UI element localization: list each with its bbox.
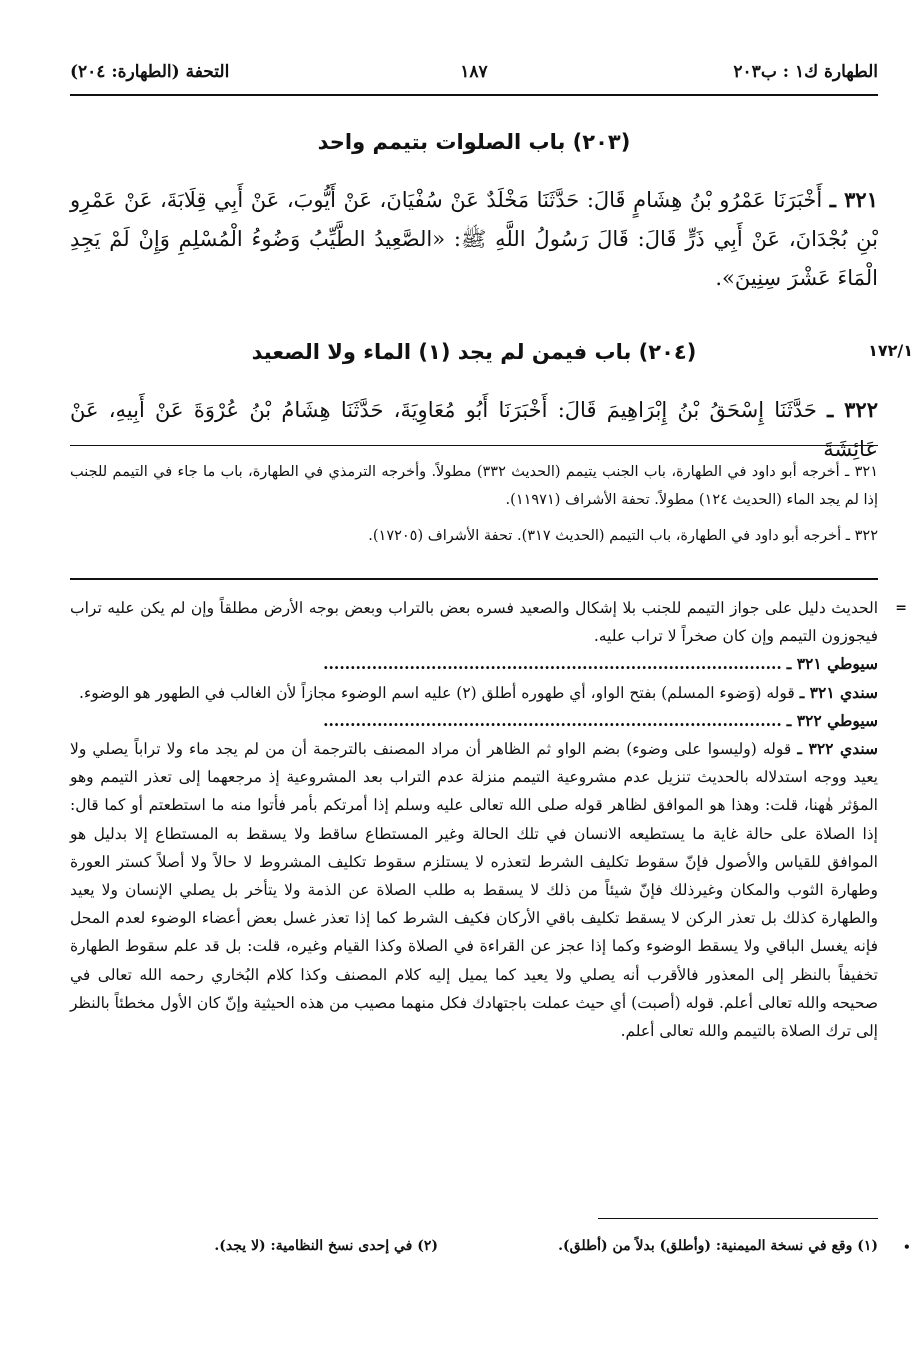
sindi-321-label: سندي ٣٢١ ـ [799,682,878,702]
dotted-leader: ..................................................................................... [323,654,782,674]
header-rule [70,94,878,96]
hadith-text: حَدَّثَنَا إِسْحَقُ بْنُ إِبْرَاهِيمَ قَالَ: أَخْبَرَنَا أَبُو مُعَاوِيَةَ، حَدَّثَنَا هِشَامُ بْنُ عُرْوَةَ عَنْ أَبِيهِ، عَنْ عَائِشَةَ [70,398,878,461]
margin-mark: = [895,600,907,616]
sindi-321 [70,679,878,707]
header-section-ref: الطهارة ك١ : ب٢٠٣ [733,62,878,82]
dotted-leader: ..................................................................................... [323,710,782,730]
takhrij-section [70,458,878,550]
commentary-intro: الحديث دليل على جواز التيمم للجنب بلا إشكال والصعيد فسره بعض بالتراب وبعض بوجه الأرض مطلقاً وإن لم يكن عليه تراب فيجوزون التيمم وإن كان صخراً لا تراب عليه. [70,599,878,646]
takhrij-321: ٣٢١ ـ أخرجه أبو داود في الطهارة، باب الجنب يتيمم (الحديث ٣٣٢) مطولاً. وأخرجه الترمذي في الطهارة، باب ما جاء في التيمم للجنب إذا لم يجد الماء (الحديث ١٢٤) مطولاً. تحفة الأشراف (١١٩٧١). [70,464,879,508]
running-header [70,58,878,88]
sindi-322-text: قوله (وليسوا على وضوء) بضم الواو ثم الظاهر أن مراد المصنف بالترجمة أن من لم يجد ماء ولا تراباً يصلي ولا يعيد ووجه استدلاله بالحديث تنزيل عدم مشروعية التيمم منزلة عدم التراب بعد المشروعية إذ مرجعهما إلى تعذر التيمم وهو المؤثر هٰهنا، قلت: وهذا هو الموافق لظاهر قوله صلى الله تعالى عليه وسلم إذا أمرتكم بأمر فأتوا منه ما استطعتم أو كما قال: إذا الصلاة على حالة غاية ما يستطيعه الانسان في تلك الحالة وغير المستطاع ساقط ولا يسقط به المستطاع إلا بدليل هو الموافق للقياس والأصول فإنّ سقوط تكليف الشرط لتعذره لا يستلزم سقوط تكليف المشروط لا حالاً ولا أصلاً كستر العورة وطهارة الثوب والمكان وغيرذلك فإنّ شيئاً من ذلك لا يسقط به طلب الصلاة عن الذمة ولا يتأخر بل يصلي الإنسان ولا يعيد والطهارة كذلك بل تعذر الركن لا يسقط تكليف باقي الأركان فكيف الشرط كما إذا تعذر غسل بعض أعضاء الوضوء لعدم المحل فإنه يغسل الباقي ولا يسقط الوضوء وكما إذا عجز عن القراءة في الصلاة وكذا القيام وغيره، قلت: بل قد علم سقوط الطهارة تخفيفاً بالنظر إلى المعذور فالأقرب أنه يصلي ولا يعيد كما يميل إليه كلام المصنف وكذا كلام البُخاري رحمه الله تعالى في صحيحه والله تعالى أعلم. قوله (أصبت) أي حيث عملت باجتهادك فكل منهما مصيب من هذه الحيثية وإنّ كان الأول مخطئاً بالنظر إلى ترك الصلاة بالتيمم والله تعالى أعلم. [70,740,878,1041]
sindi-322-label: سندي ٣٢٢ ـ [797,739,878,759]
sindi-321-text: قوله (وَضوء المسلم) بفتح الواو، أي طهوره أطلق (٢) عليه اسم الوضوء مجازاً لأن الغالب في الطهور هو الوضوء. [79,683,795,702]
suyuti-321 [70,650,878,678]
chapter-heading-204: (٢٠٤) باب فيمن لم يجد (١) الماء ولا الصعيد [251,340,697,364]
hadith-321 [70,180,878,298]
hadith-text: أَخْبَرَنَا عَمْرُو بْنُ هِشَامٍ قَالَ: حَدَّثَنَا مَخْلَدٌ عَنْ سُفْيَانَ، عَنْ أَيُّوبَ، عَنْ أَبِي قِلَابَةَ، عَنْ عَمْرِو بْنِ بُجْدَانَ، عَنْ أَبِي ذَرٍّ قَالَ: قَالَ رَسُولُ اللَّهِ ﷺ: «الصَّعِيدُ الطَّيِّبُ وَضُوءُ الْمُسْلِمِ وَإِنْ لَمْ يَجِدِ الْمَاءَ عَشْرَ سِنِينَ». [70,188,878,290]
margin-bullet: • [903,1240,911,1254]
chapter-heading-203: (٢٠٣) باب الصلوات بتيمم واحد [317,130,631,154]
suyuti-321-label: سيوطي ٣٢١ ـ [786,654,878,674]
takhrij-322: ٣٢٢ ـ أخرجه أبو داود في الطهارة، باب التيمم (الحديث ٣١٧). تحفة الأشراف (١٧٢٠٥). [368,528,878,544]
footnote-1: (١) وقع في نسخة الميمنية: (وأطلق) بدلاً من (أطلق). [558,1238,878,1254]
commentary-section [70,594,878,1045]
margin-reference: ١٧٢/١ [868,341,913,360]
sindi-322 [70,735,878,1045]
footnote-2: (٢) في إحدى نسخ النظامية: (لا يجد). [214,1238,438,1254]
suyuti-322-label: سيوطي ٣٢٢ ـ [786,710,878,730]
hadith-number: ٣٢١ ـ [829,187,878,212]
commentary-rule [70,578,878,580]
takhrij-rule [70,445,878,446]
header-tuhfa-ref: التحفة (الطهارة: ٢٠٤) [70,62,230,82]
suyuti-322 [70,707,878,735]
footnote-rule [598,1218,878,1219]
hadith-number: ٣٢٢ ـ [827,397,878,422]
page-number: ١٨٧ [460,62,488,82]
